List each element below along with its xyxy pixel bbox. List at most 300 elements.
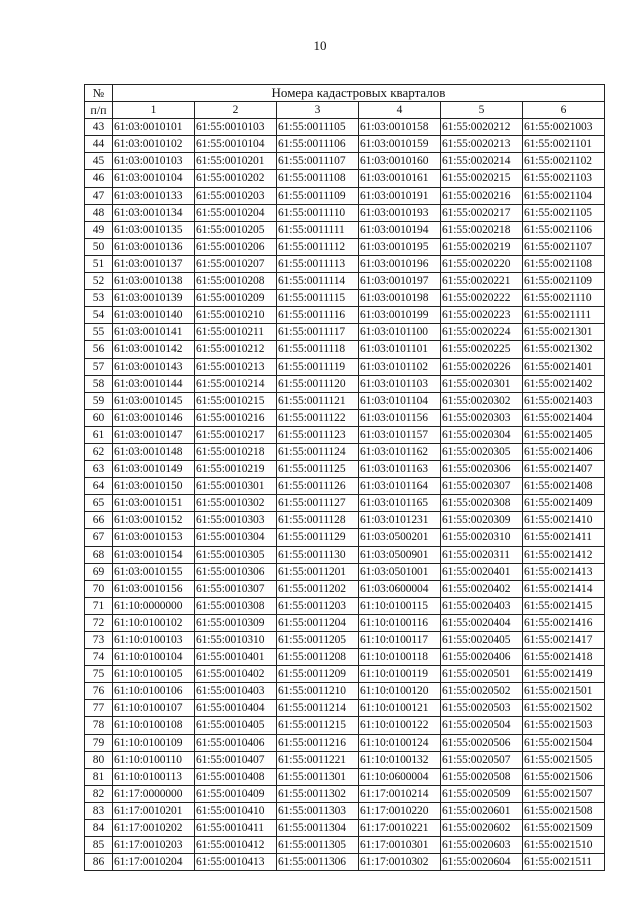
cadastral-number-cell: 61:03:0101165	[359, 495, 441, 512]
cadastral-number-cell: 61:55:0011107	[277, 153, 359, 170]
cadastral-number-cell: 61:03:0010104	[113, 170, 195, 187]
cadastral-number-cell: 61:55:0020217	[441, 204, 523, 221]
cadastral-number-cell: 61:17:0010301	[359, 837, 441, 854]
cadastral-number-cell: 61:55:0020214	[441, 153, 523, 170]
cadastral-number-cell: 61:55:0010211	[195, 324, 277, 341]
cadastral-number-cell: 61:55:0021412	[523, 546, 605, 563]
cadastral-number-cell: 61:55:0010208	[195, 273, 277, 290]
cadastral-number-cell: 61:55:0010402	[195, 666, 277, 683]
cadastral-number-cell: 61:55:0011215	[277, 717, 359, 734]
cadastral-number-cell: 61:03:0010154	[113, 546, 195, 563]
cadastral-number-cell: 61:10:0100121	[359, 700, 441, 717]
table-row	[85, 358, 605, 375]
row-number-cell: 73	[85, 632, 113, 649]
cadastral-number-cell: 61:55:0011121	[277, 392, 359, 409]
cadastral-number-cell: 61:03:0010141	[113, 324, 195, 341]
cadastral-number-cell: 61:55:0010207	[195, 255, 277, 272]
cadastral-number-cell: 61:55:0011122	[277, 409, 359, 426]
cadastral-number-cell: 61:03:0010140	[113, 307, 195, 324]
cadastral-number-cell: 61:55:0020504	[441, 717, 523, 734]
table-row	[85, 187, 605, 204]
row-number-cell: 66	[85, 512, 113, 529]
cadastral-number-cell: 61:55:0021511	[523, 854, 605, 871]
table-row	[85, 563, 605, 580]
table-row	[85, 820, 605, 837]
cadastral-number-cell: 61:03:0010199	[359, 307, 441, 324]
page-number: 10	[313, 38, 327, 53]
cadastral-number-cell: 61:03:0101231	[359, 512, 441, 529]
cadastral-number-cell: 61:03:0101104	[359, 392, 441, 409]
cadastral-number-cell: 61:55:0011111	[277, 221, 359, 238]
cadastral-number-cell: 61:55:0021416	[523, 614, 605, 631]
row-number-cell: 58	[85, 375, 113, 392]
cadastral-number-cell: 61:03:0010134	[113, 204, 195, 221]
cadastral-number-cell: 61:55:0021506	[523, 768, 605, 785]
cadastral-number-cell: 61:55:0010103	[195, 119, 277, 136]
cadastral-number-cell: 61:55:0020304	[441, 426, 523, 443]
cadastral-number-cell: 61:55:0010409	[195, 785, 277, 802]
column-header-1: 1	[113, 102, 195, 119]
cadastral-number-cell: 61:55:0010410	[195, 802, 277, 819]
cadastral-number-cell: 61:03:0010137	[113, 255, 195, 272]
row-number-cell: 52	[85, 273, 113, 290]
cadastral-number-cell: 61:55:0011210	[277, 683, 359, 700]
cadastral-number-cell: 61:55:0021510	[523, 837, 605, 854]
cadastral-number-cell: 61:55:0020224	[441, 324, 523, 341]
row-number-cell: 45	[85, 153, 113, 170]
table-row	[85, 273, 605, 290]
cadastral-number-cell: 61:17:0010201	[113, 802, 195, 819]
row-number-cell: 68	[85, 546, 113, 563]
cadastral-number-cell: 61:55:0021101	[523, 136, 605, 153]
cadastral-number-cell: 61:17:0010221	[359, 820, 441, 837]
cadastral-number-cell: 61:55:0010215	[195, 392, 277, 409]
cadastral-number-cell: 61:10:0100110	[113, 751, 195, 768]
cadastral-number-cell: 61:55:0021302	[523, 341, 605, 358]
table-row	[85, 307, 605, 324]
cadastral-number-cell: 61:55:0020222	[441, 290, 523, 307]
cadastral-number-cell: 61:55:0010411	[195, 820, 277, 837]
cadastral-number-cell: 61:55:0020503	[441, 700, 523, 717]
cadastral-number-cell: 61:03:0500201	[359, 529, 441, 546]
cadastral-number-cell: 61:55:0021406	[523, 443, 605, 460]
cadastral-number-cell: 61:55:0010405	[195, 717, 277, 734]
cadastral-number-cell: 61:03:0010193	[359, 204, 441, 221]
row-number-cell: 43	[85, 119, 113, 136]
cadastral-number-cell: 61:55:0020302	[441, 392, 523, 409]
cadastral-number-cell: 61:55:0011214	[277, 700, 359, 717]
cadastral-number-cell: 61:03:0101103	[359, 375, 441, 392]
cadastral-number-cell: 61:55:0021505	[523, 751, 605, 768]
header-row-title	[85, 85, 605, 102]
cadastral-number-cell: 61:03:0010102	[113, 136, 195, 153]
cadastral-number-cell: 61:55:0021102	[523, 153, 605, 170]
cadastral-number-cell: 61:55:0021110	[523, 290, 605, 307]
cadastral-number-cell: 61:55:0020405	[441, 632, 523, 649]
cadastral-number-cell: 61:55:0010309	[195, 614, 277, 631]
cadastral-number-cell: 61:17:0000000	[113, 785, 195, 802]
cadastral-number-cell: 61:55:0020311	[441, 546, 523, 563]
table-row	[85, 683, 605, 700]
cadastral-number-cell: 61:55:0021401	[523, 358, 605, 375]
cadastral-number-cell: 61:55:0020502	[441, 683, 523, 700]
cadastral-number-cell: 61:55:0021503	[523, 717, 605, 734]
cadastral-number-cell: 61:55:0011126	[277, 478, 359, 495]
cadastral-number-cell: 61:55:0010205	[195, 221, 277, 238]
cadastral-number-cell: 61:55:0021502	[523, 700, 605, 717]
cadastral-number-cell: 61:55:0011110	[277, 204, 359, 221]
table-row	[85, 802, 605, 819]
row-number-cell: 61	[85, 426, 113, 443]
table-row	[85, 375, 605, 392]
table-row	[85, 529, 605, 546]
cadastral-number-cell: 61:55:0011130	[277, 546, 359, 563]
cadastral-number-cell: 61:55:0011129	[277, 529, 359, 546]
cadastral-number-cell: 61:03:0101163	[359, 461, 441, 478]
table-row	[85, 341, 605, 358]
column-header-2: 2	[195, 102, 277, 119]
cadastral-number-cell: 61:55:0020212	[441, 119, 523, 136]
cadastral-number-cell: 61:55:0020402	[441, 580, 523, 597]
cadastral-number-cell: 61:03:0010191	[359, 187, 441, 204]
cadastral-number-cell: 61:55:0011301	[277, 768, 359, 785]
row-number-cell: 65	[85, 495, 113, 512]
row-number-cell: 71	[85, 597, 113, 614]
cadastral-number-cell: 61:55:0021413	[523, 563, 605, 580]
table-header	[85, 85, 605, 119]
table-row	[85, 153, 605, 170]
cadastral-number-cell: 61:55:0010305	[195, 546, 277, 563]
cadastral-number-cell: 61:55:0011205	[277, 632, 359, 649]
row-number-cell: 50	[85, 238, 113, 255]
cadastral-number-cell: 61:55:0011303	[277, 802, 359, 819]
cadastral-number-cell: 61:55:0010210	[195, 307, 277, 324]
cadastral-number-cell: 61:55:0011202	[277, 580, 359, 597]
cadastral-number-cell: 61:55:0020220	[441, 255, 523, 272]
cadastral-number-cell: 61:55:0021419	[523, 666, 605, 683]
cadastral-number-cell: 61:55:0020501	[441, 666, 523, 683]
cadastral-number-cell: 61:03:0010150	[113, 478, 195, 495]
table-row	[85, 443, 605, 460]
row-number-cell: 83	[85, 802, 113, 819]
table-body	[85, 119, 605, 871]
row-number-cell: 80	[85, 751, 113, 768]
cadastral-number-cell: 61:55:0021103	[523, 170, 605, 187]
cadastral-number-cell: 61:03:0010156	[113, 580, 195, 597]
cadastral-number-cell: 61:03:0010146	[113, 409, 195, 426]
cadastral-number-cell: 61:55:0010209	[195, 290, 277, 307]
cadastral-number-cell: 61:55:0020506	[441, 734, 523, 751]
table-row	[85, 204, 605, 221]
row-number-cell: 85	[85, 837, 113, 854]
row-number-cell: 78	[85, 717, 113, 734]
cadastral-number-cell: 61:55:0010408	[195, 768, 277, 785]
cadastral-number-cell: 61:55:0021508	[523, 802, 605, 819]
cadastral-number-cell: 61:55:0010216	[195, 409, 277, 426]
cadastral-number-cell: 61:03:0600004	[359, 580, 441, 597]
table-row	[85, 649, 605, 666]
cadastral-number-cell: 61:55:0011208	[277, 649, 359, 666]
cadastral-number-cell: 61:55:0010218	[195, 443, 277, 460]
cadastral-number-cell: 61:10:0100107	[113, 700, 195, 717]
row-number-subheader: п/п	[85, 102, 113, 119]
cadastral-number-cell: 61:03:0010160	[359, 153, 441, 170]
cadastral-number-cell: 61:55:0021105	[523, 204, 605, 221]
cadastral-number-cell: 61:55:0020507	[441, 751, 523, 768]
cadastral-number-cell: 61:55:0021404	[523, 409, 605, 426]
cadastral-number-cell: 61:03:0010101	[113, 119, 195, 136]
cadastral-number-cell: 61:55:0010406	[195, 734, 277, 751]
cadastral-number-cell: 61:55:0011127	[277, 495, 359, 512]
cadastral-number-cell: 61:55:0010306	[195, 563, 277, 580]
table-row	[85, 700, 605, 717]
row-number-cell: 60	[85, 409, 113, 426]
cadastral-number-cell: 61:55:0021407	[523, 461, 605, 478]
cadastral-number-cell: 61:03:0010161	[359, 170, 441, 187]
cadastral-number-cell: 61:55:0011118	[277, 341, 359, 358]
cadastral-number-cell: 61:55:0010401	[195, 649, 277, 666]
cadastral-number-cell: 61:03:0010144	[113, 375, 195, 392]
cadastral-number-cell: 61:03:0010138	[113, 273, 195, 290]
cadastral-number-cell: 61:03:0101101	[359, 341, 441, 358]
cadastral-number-cell: 61:03:0010158	[359, 119, 441, 136]
cadastral-number-cell: 61:10:0100102	[113, 614, 195, 631]
cadastral-number-cell: 61:55:0011125	[277, 461, 359, 478]
cadastral-number-cell: 61:55:0021417	[523, 632, 605, 649]
cadastral-number-cell: 61:55:0021411	[523, 529, 605, 546]
cadastral-number-cell: 61:55:0011105	[277, 119, 359, 136]
cadastral-number-cell: 61:03:0010148	[113, 443, 195, 460]
cadastral-number-cell: 61:03:0010197	[359, 273, 441, 290]
cadastral-number-cell: 61:03:0010139	[113, 290, 195, 307]
cadastral-number-cell: 61:03:0010194	[359, 221, 441, 238]
cadastral-number-cell: 61:55:0020215	[441, 170, 523, 187]
cadastral-number-cell: 61:03:0101162	[359, 443, 441, 460]
cadastral-number-cell: 61:03:0501001	[359, 563, 441, 580]
cadastral-number-cell: 61:17:0010214	[359, 785, 441, 802]
table-row	[85, 751, 605, 768]
cadastral-number-cell: 61:55:0020219	[441, 238, 523, 255]
cadastral-number-cell: 61:55:0020404	[441, 614, 523, 631]
cadastral-number-cell: 61:55:0020308	[441, 495, 523, 512]
cadastral-number-cell: 61:55:0010217	[195, 426, 277, 443]
table-row	[85, 717, 605, 734]
cadastral-number-cell: 61:55:0021418	[523, 649, 605, 666]
cadastral-number-cell: 61:10:0600004	[359, 768, 441, 785]
cadastral-number-cell: 61:55:0011116	[277, 307, 359, 324]
cadastral-number-cell: 61:55:0011120	[277, 375, 359, 392]
cadastral-number-cell: 61:55:0011114	[277, 273, 359, 290]
row-number-cell: 62	[85, 443, 113, 460]
cadastral-number-cell: 61:10:0100122	[359, 717, 441, 734]
cadastral-number-cell: 61:55:0021410	[523, 512, 605, 529]
cadastral-number-cell: 61:55:0010214	[195, 375, 277, 392]
cadastral-number-cell: 61:10:0100132	[359, 751, 441, 768]
cadastral-number-cell: 61:55:0011203	[277, 597, 359, 614]
column-header-6: 6	[523, 102, 605, 119]
cadastral-number-cell: 61:55:0020509	[441, 785, 523, 802]
cadastral-number-cell: 61:03:0010145	[113, 392, 195, 409]
cadastral-number-cell: 61:10:0100118	[359, 649, 441, 666]
table-row	[85, 255, 605, 272]
cadastral-number-cell: 61:03:0010143	[113, 358, 195, 375]
table-row	[85, 392, 605, 409]
cadastral-number-cell: 61:55:0010212	[195, 341, 277, 358]
cadastral-number-cell: 61:55:0011123	[277, 426, 359, 443]
cadastral-number-cell: 61:55:0020223	[441, 307, 523, 324]
row-number-cell: 55	[85, 324, 113, 341]
column-header-5: 5	[441, 102, 523, 119]
cadastral-number-cell: 61:55:0020604	[441, 854, 523, 871]
cadastral-number-cell: 61:55:0020603	[441, 837, 523, 854]
cadastral-number-cell: 61:55:0020226	[441, 358, 523, 375]
row-number-cell: 75	[85, 666, 113, 683]
table-row	[85, 495, 605, 512]
cadastral-number-cell: 61:55:0010219	[195, 461, 277, 478]
cadastral-number-cell: 61:55:0010412	[195, 837, 277, 854]
cadastral-number-cell: 61:55:0010407	[195, 751, 277, 768]
cadastral-number-cell: 61:55:0020601	[441, 802, 523, 819]
table-row	[85, 238, 605, 255]
row-number-cell: 82	[85, 785, 113, 802]
cadastral-number-cell: 61:55:0010301	[195, 478, 277, 495]
cadastral-number-cell: 61:10:0100109	[113, 734, 195, 751]
cadastral-number-cell: 61:03:0010133	[113, 187, 195, 204]
cadastral-number-cell: 61:55:0011221	[277, 751, 359, 768]
row-number-cell: 54	[85, 307, 113, 324]
table-row	[85, 461, 605, 478]
cadastral-number-cell: 61:55:0011106	[277, 136, 359, 153]
cadastral-number-cell: 61:55:0010403	[195, 683, 277, 700]
cadastral-number-cell: 61:10:0100104	[113, 649, 195, 666]
cadastral-number-cell: 61:55:0010304	[195, 529, 277, 546]
row-number-cell: 51	[85, 255, 113, 272]
row-number-cell: 74	[85, 649, 113, 666]
cadastral-number-cell: 61:55:0020218	[441, 221, 523, 238]
row-number-cell: 46	[85, 170, 113, 187]
row-number-cell: 79	[85, 734, 113, 751]
cadastral-number-cell: 61:10:0100108	[113, 717, 195, 734]
cadastral-number-cell: 61:03:0010155	[113, 563, 195, 580]
cadastral-number-cell: 61:10:0000000	[113, 597, 195, 614]
column-header-3: 3	[277, 102, 359, 119]
header-row-columns	[85, 102, 605, 119]
cadastral-number-cell: 61:10:0100116	[359, 614, 441, 631]
table-title: Номера кадастровых кварталов	[113, 85, 605, 102]
table-row	[85, 409, 605, 426]
table-row	[85, 785, 605, 802]
cadastral-number-cell: 61:55:0021003	[523, 119, 605, 136]
cadastral-number-cell: 61:55:0020406	[441, 649, 523, 666]
cadastral-number-cell: 61:03:0101156	[359, 409, 441, 426]
cadastral-number-cell: 61:55:0011128	[277, 512, 359, 529]
cadastral-number-cell: 61:55:0021104	[523, 187, 605, 204]
cadastral-number-cell: 61:03:0010195	[359, 238, 441, 255]
cadastral-number-cell: 61:55:0021106	[523, 221, 605, 238]
cadastral-number-cell: 61:10:0100124	[359, 734, 441, 751]
cadastral-number-cell: 61:55:0020303	[441, 409, 523, 426]
row-number-cell: 72	[85, 614, 113, 631]
cadastral-number-cell: 61:55:0011204	[277, 614, 359, 631]
cadastral-number-cell: 61:10:0100120	[359, 683, 441, 700]
cadastral-number-cell: 61:55:0021107	[523, 238, 605, 255]
row-number-header: №	[85, 85, 113, 102]
cadastral-number-cell: 61:55:0021405	[523, 426, 605, 443]
cadastral-number-cell: 61:55:0010307	[195, 580, 277, 597]
cadastral-number-cell: 61:55:0021108	[523, 255, 605, 272]
cadastral-number-cell: 61:03:0010153	[113, 529, 195, 546]
cadastral-number-cell: 61:55:0010303	[195, 512, 277, 529]
cadastral-number-cell: 61:55:0011109	[277, 187, 359, 204]
cadastral-number-cell: 61:55:0020307	[441, 478, 523, 495]
cadastral-number-cell: 61:55:0020305	[441, 443, 523, 460]
cadastral-number-cell: 61:03:0010149	[113, 461, 195, 478]
cadastral-number-cell: 61:55:0020508	[441, 768, 523, 785]
row-number-cell: 53	[85, 290, 113, 307]
row-number-cell: 67	[85, 529, 113, 546]
cadastral-number-cell: 61:55:0020310	[441, 529, 523, 546]
cadastral-number-cell: 61:03:0101100	[359, 324, 441, 341]
row-number-cell: 76	[85, 683, 113, 700]
cadastral-number-cell: 61:10:0100113	[113, 768, 195, 785]
cadastral-number-cell: 61:03:0101102	[359, 358, 441, 375]
cadastral-number-cell: 61:03:0010147	[113, 426, 195, 443]
cadastral-number-cell: 61:55:0011209	[277, 666, 359, 683]
cadastral-number-cell: 61:55:0021501	[523, 683, 605, 700]
cadastral-number-cell: 61:55:0011306	[277, 854, 359, 871]
cadastral-number-cell: 61:55:0010202	[195, 170, 277, 187]
table-row	[85, 119, 605, 136]
cadastral-number-cell: 61:55:0010308	[195, 597, 277, 614]
cadastral-number-cell: 61:03:0010152	[113, 512, 195, 529]
cadastral-number-cell: 61:55:0021109	[523, 273, 605, 290]
cadastral-number-cell: 61:55:0021415	[523, 597, 605, 614]
row-number-cell: 69	[85, 563, 113, 580]
cadastral-number-cell: 61:55:0010404	[195, 700, 277, 717]
cadastral-number-cell: 61:55:0011112	[277, 238, 359, 255]
row-number-cell: 77	[85, 700, 113, 717]
cadastral-number-cell: 61:55:0011108	[277, 170, 359, 187]
table-row	[85, 837, 605, 854]
cadastral-number-cell: 61:55:0010213	[195, 358, 277, 375]
cadastral-number-cell: 61:03:0010142	[113, 341, 195, 358]
table-row	[85, 854, 605, 871]
cadastral-number-cell: 61:10:0100119	[359, 666, 441, 683]
cadastral-number-cell: 61:55:0011304	[277, 820, 359, 837]
cadastral-number-cell: 61:55:0020403	[441, 597, 523, 614]
table-row	[85, 614, 605, 631]
table-row	[85, 426, 605, 443]
cadastral-number-cell: 61:03:0101164	[359, 478, 441, 495]
cadastral-number-cell: 61:03:0010151	[113, 495, 195, 512]
table-row	[85, 478, 605, 495]
cadastral-number-cell: 61:17:0010202	[113, 820, 195, 837]
cadastral-number-cell: 61:03:0010136	[113, 238, 195, 255]
cadastral-number-cell: 61:55:0021414	[523, 580, 605, 597]
cadastral-number-cell: 61:17:0010302	[359, 854, 441, 871]
cadastral-number-cell: 61:55:0021504	[523, 734, 605, 751]
table-row	[85, 768, 605, 785]
table-row	[85, 546, 605, 563]
cadastral-number-cell: 61:10:0100117	[359, 632, 441, 649]
row-number-cell: 70	[85, 580, 113, 597]
table-row	[85, 597, 605, 614]
cadastral-number-cell: 61:55:0010206	[195, 238, 277, 255]
row-number-cell: 86	[85, 854, 113, 871]
cadastral-number-cell: 61:55:0011305	[277, 837, 359, 854]
cadastral-number-cell: 61:55:0011113	[277, 255, 359, 272]
row-number-cell: 84	[85, 820, 113, 837]
